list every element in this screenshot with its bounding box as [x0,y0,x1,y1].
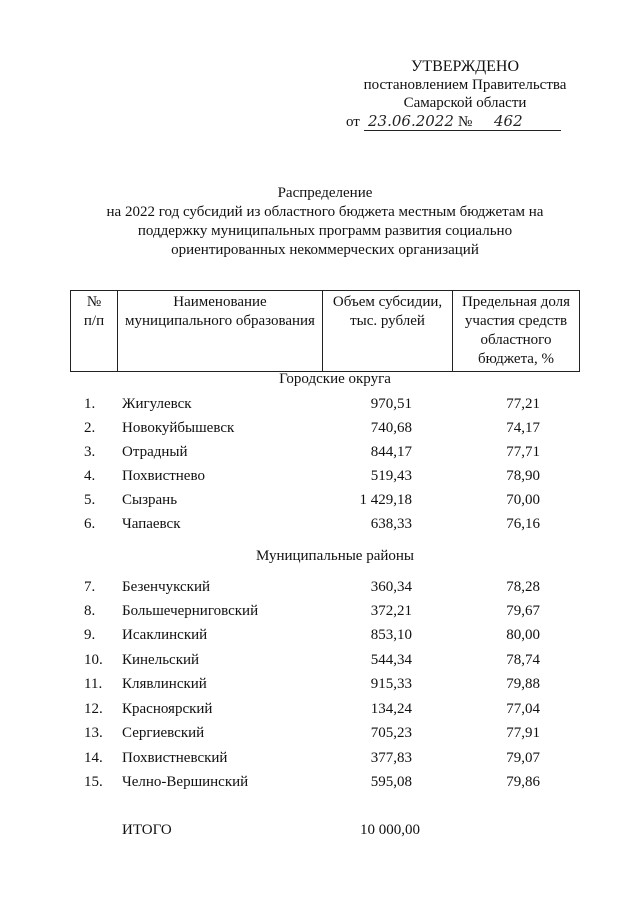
row-share: 77,21 [506,396,540,412]
row-number: 13. [84,725,103,741]
table-header [70,290,580,372]
row-sum: 740,68 [370,420,412,436]
row-number: 8. [84,603,96,619]
section-title: Городские округа [279,371,391,387]
row-name: Чапаевск [122,516,181,532]
table-row [0,627,640,647]
row-name: Похвистнево [122,468,205,484]
row-share: 77,71 [506,444,540,460]
row-sum: 372,21 [370,603,412,619]
row-name: Челно-Вершинский [122,774,249,790]
row-share: 77,04 [506,701,540,717]
row-number: 12. [84,701,103,717]
row-sum: 705,23 [370,725,412,741]
row-share: 78,90 [506,468,540,484]
row-number: 5. [84,492,96,508]
approval-line-1: постановлением Правительства [363,77,567,93]
row-share: 77,91 [506,725,540,741]
col-num-header: № п/п [71,291,118,372]
row-share: 79,67 [506,603,540,619]
row-number: 15. [84,774,103,790]
col-name-header: Наименование муниципального образования [118,291,323,372]
row-sum: 853,10 [370,627,412,643]
table-row [0,468,640,488]
row-share: 74,17 [506,420,540,436]
table-row [0,652,640,672]
section-title: Муниципальные районы [255,548,415,564]
row-share: 78,74 [506,652,540,668]
approval-heading: УТВЕРЖДЕНО [410,58,519,75]
row-name: Безенчукский [122,579,211,595]
table-row [0,750,640,770]
row-number: 3. [84,444,96,460]
row-sum: 360,34 [370,579,412,595]
col-share-header: Предельная доля участия средств областного бюджета, % [453,291,580,372]
table-row [0,725,640,745]
table-row [0,492,640,512]
row-sum: 1 429,18 [359,492,412,508]
approval-date-line [346,114,561,134]
row-name: Сергиевский [122,725,205,741]
row-name: Клявлинский [122,676,207,692]
row-name: Сызрань [122,492,178,508]
title-line-1: Распределение [277,185,373,201]
row-sum: 595,08 [370,774,412,790]
row-name: Новокуйбышевск [122,420,235,436]
row-sum: 377,83 [370,750,412,766]
number-sign: № [458,114,473,130]
approval-number: 462 [494,112,523,130]
col-sum-header: Объем субсидии, тыс. рублей [323,291,453,372]
row-name: Большечерниговский [122,603,259,619]
total-sum: 10 000,00 [360,822,420,838]
table-row [0,579,640,599]
title-line-3: поддержку муниципальных программ развития социально [137,223,513,239]
row-sum: 844,17 [370,444,412,460]
title-line-2: на 2022 год субсидий из областного бюджета местным бюджетам на [106,204,544,220]
table-row [0,774,640,794]
row-sum: 519,43 [370,468,412,484]
row-sum: 638,33 [370,516,412,532]
row-name: Красноярский [122,701,213,717]
row-share: 79,07 [506,750,540,766]
row-sum: 915,33 [370,676,412,692]
row-share: 76,16 [506,516,540,532]
row-name: Исаклинский [122,627,208,643]
row-name: Жигулевск [122,396,192,412]
approval-line-2: Самарской области [403,95,527,111]
row-share: 79,86 [506,774,540,790]
table-row [0,420,640,440]
row-name: Похвистневский [122,750,228,766]
approval-block [330,58,600,112]
row-number: 2. [84,420,96,436]
document-title [90,184,560,260]
row-number: 6. [84,516,96,532]
row-number: 7. [84,579,96,595]
row-sum: 970,51 [370,396,412,412]
table-row [0,396,640,416]
row-sum: 134,24 [370,701,412,717]
row-share: 79,88 [506,676,540,692]
total-label: ИТОГО [122,822,172,838]
row-number: 4. [84,468,96,484]
row-number: 10. [84,652,103,668]
row-number: 1. [84,396,96,412]
row-share: 78,28 [506,579,540,595]
row-number: 11. [84,676,103,692]
from-prefix: от [346,114,360,130]
approval-date: 23.06.2022 [368,112,454,130]
title-line-4: ориентированных некоммерческих организаций [171,242,479,258]
table-row [0,701,640,721]
table-row [0,603,640,623]
row-share: 70,00 [506,492,540,508]
table-row [0,676,640,696]
table-row [0,516,640,536]
row-number: 14. [84,750,103,766]
row-name: Отрадный [122,444,188,460]
table-row [0,444,640,464]
row-sum: 544,34 [370,652,412,668]
row-share: 80,00 [506,627,540,643]
row-name: Кинельский [122,652,200,668]
total-row [0,822,640,842]
row-number: 9. [84,627,96,643]
